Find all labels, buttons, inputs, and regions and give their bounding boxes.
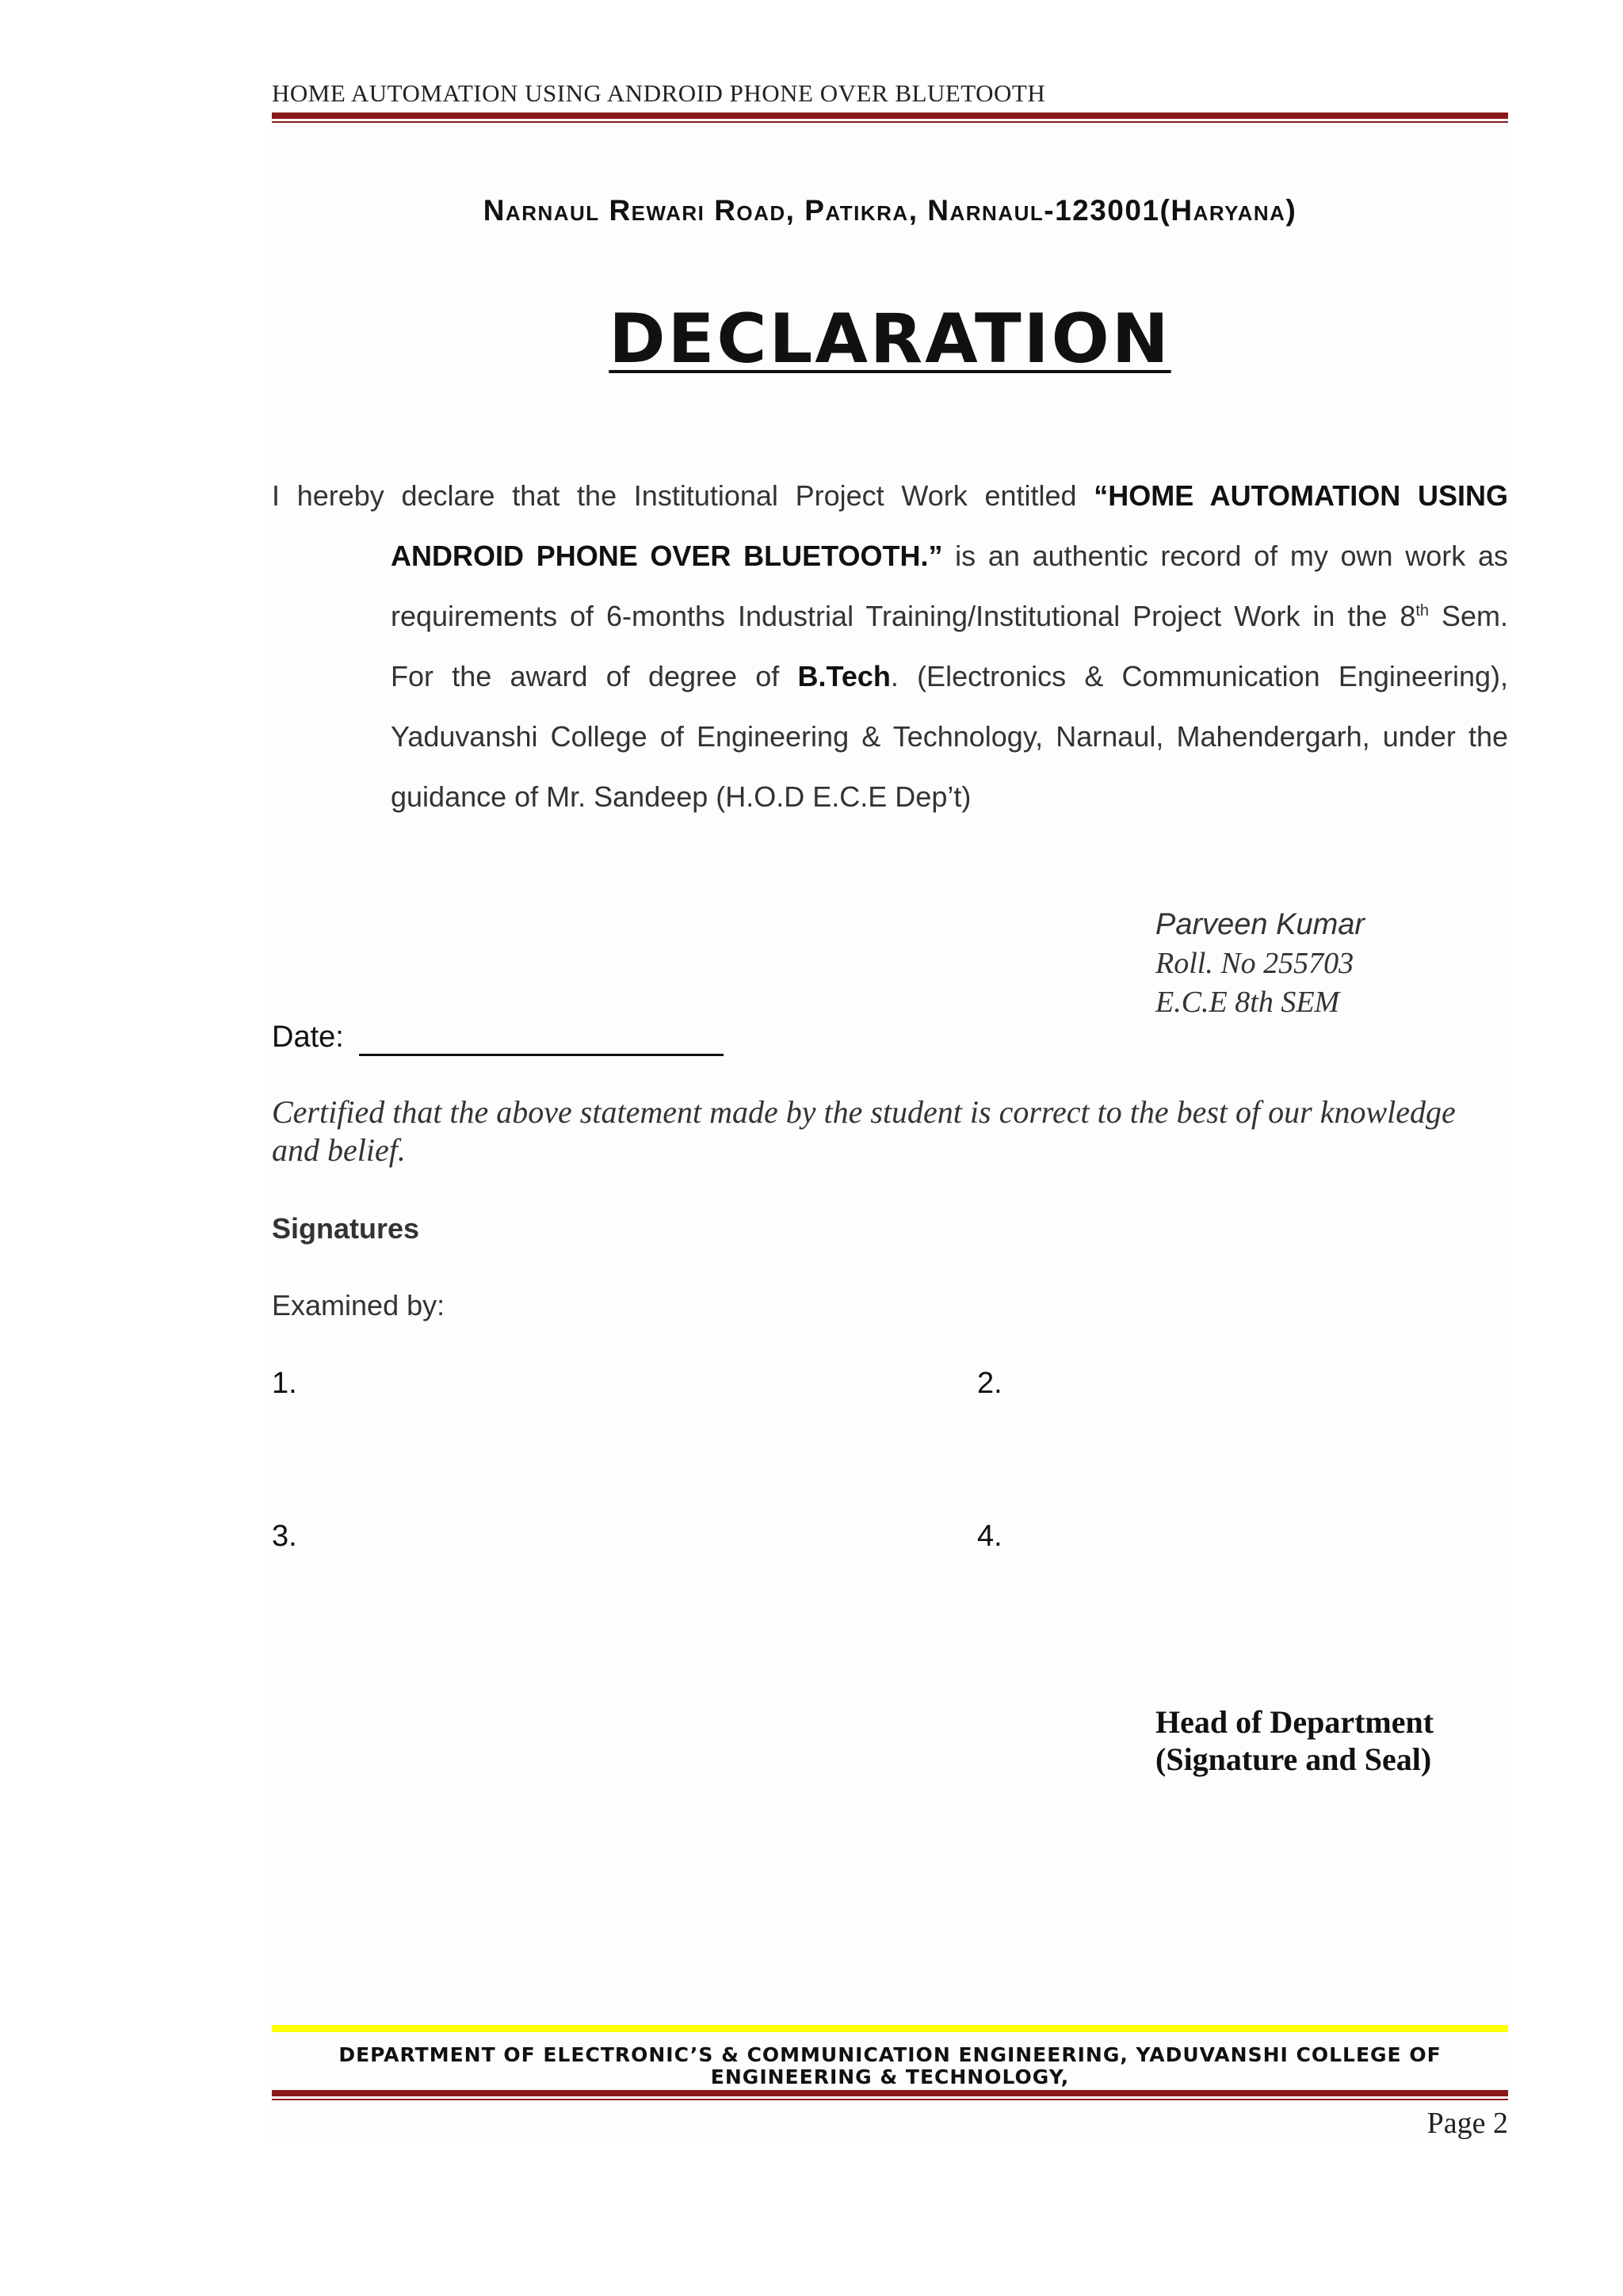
running-header: HOME AUTOMATION USING ANDROID PHONE OVER BLUETOOTH — [272, 79, 1046, 107]
examiner-4: 4. — [977, 1520, 1002, 1553]
examiner-1: 1. — [272, 1367, 297, 1400]
student-semester: E.C.E 8th SEM — [1155, 986, 1340, 1019]
footer-rule-thin — [272, 2099, 1508, 2100]
signatures-heading: Signatures — [272, 1212, 420, 1245]
footer-rule-yellow — [272, 2025, 1508, 2032]
page-title: DECLARATION — [609, 299, 1171, 379]
examined-by-label: Examined by: — [272, 1289, 445, 1322]
degree-name: B.Tech — [797, 660, 891, 692]
certification-statement: Certified that the above statement made by the student is correct to the best of our knowledge and belief. — [272, 1094, 1456, 1168]
header-rule-thin — [272, 121, 1508, 123]
project-title-cont: ANDROID PHONE OVER BLUETOOTH.” — [391, 540, 943, 572]
footer-department: DEPARTMENT OF ELECTRONIC’S & COMMUNICATION ENGINEERING, YADUVANSHI COLLEGE OF ENGINEERING & TECHNOLOGY, — [338, 2043, 1442, 2088]
date-label: Date: — [272, 1020, 344, 1054]
declaration-text — [272, 466, 1508, 827]
footer-rule — [272, 2090, 1508, 2096]
student-details — [1155, 906, 1365, 1022]
declaration-first-line: I hereby declare that the Institutional Project Work entitled “HOME AUTOMATION USING — [272, 479, 1508, 512]
college-address: Narnaul Rewari Road, Patikra, Narnaul-123001(Haryana) — [483, 194, 1297, 227]
examiner-2: 2. — [977, 1367, 1002, 1400]
examiner-3: 3. — [272, 1520, 297, 1553]
header-rule — [272, 113, 1508, 119]
date-blank-line — [359, 1054, 724, 1056]
hod-title: Head of Department — [1155, 1704, 1434, 1740]
hod-signature-block — [1155, 1703, 1434, 1778]
declaration-body: ANDROID PHONE OVER BLUETOOTH.” is an authentic record of my own work as requirements of 6-months Industrial Training/Institutional Project Work in the 8th Sem. For the award of degree of B.Tech. (Electronics & Communication Engineering), Yaduvanshi College of Engineering & Technology, Narnaul, Mahendergarh, under the guidance of Mr. Sandeep (H.O.D E.C.E Dep’t) — [391, 540, 1509, 813]
student-roll: Roll. No 255703 — [1155, 947, 1354, 980]
hod-seal-note: (Signature and Seal) — [1155, 1741, 1432, 1777]
project-title: “HOME AUTOMATION USING — [1094, 479, 1508, 512]
student-name: Parveen Kumar — [1155, 908, 1365, 941]
page-number: Page 2 — [1426, 2107, 1508, 2140]
